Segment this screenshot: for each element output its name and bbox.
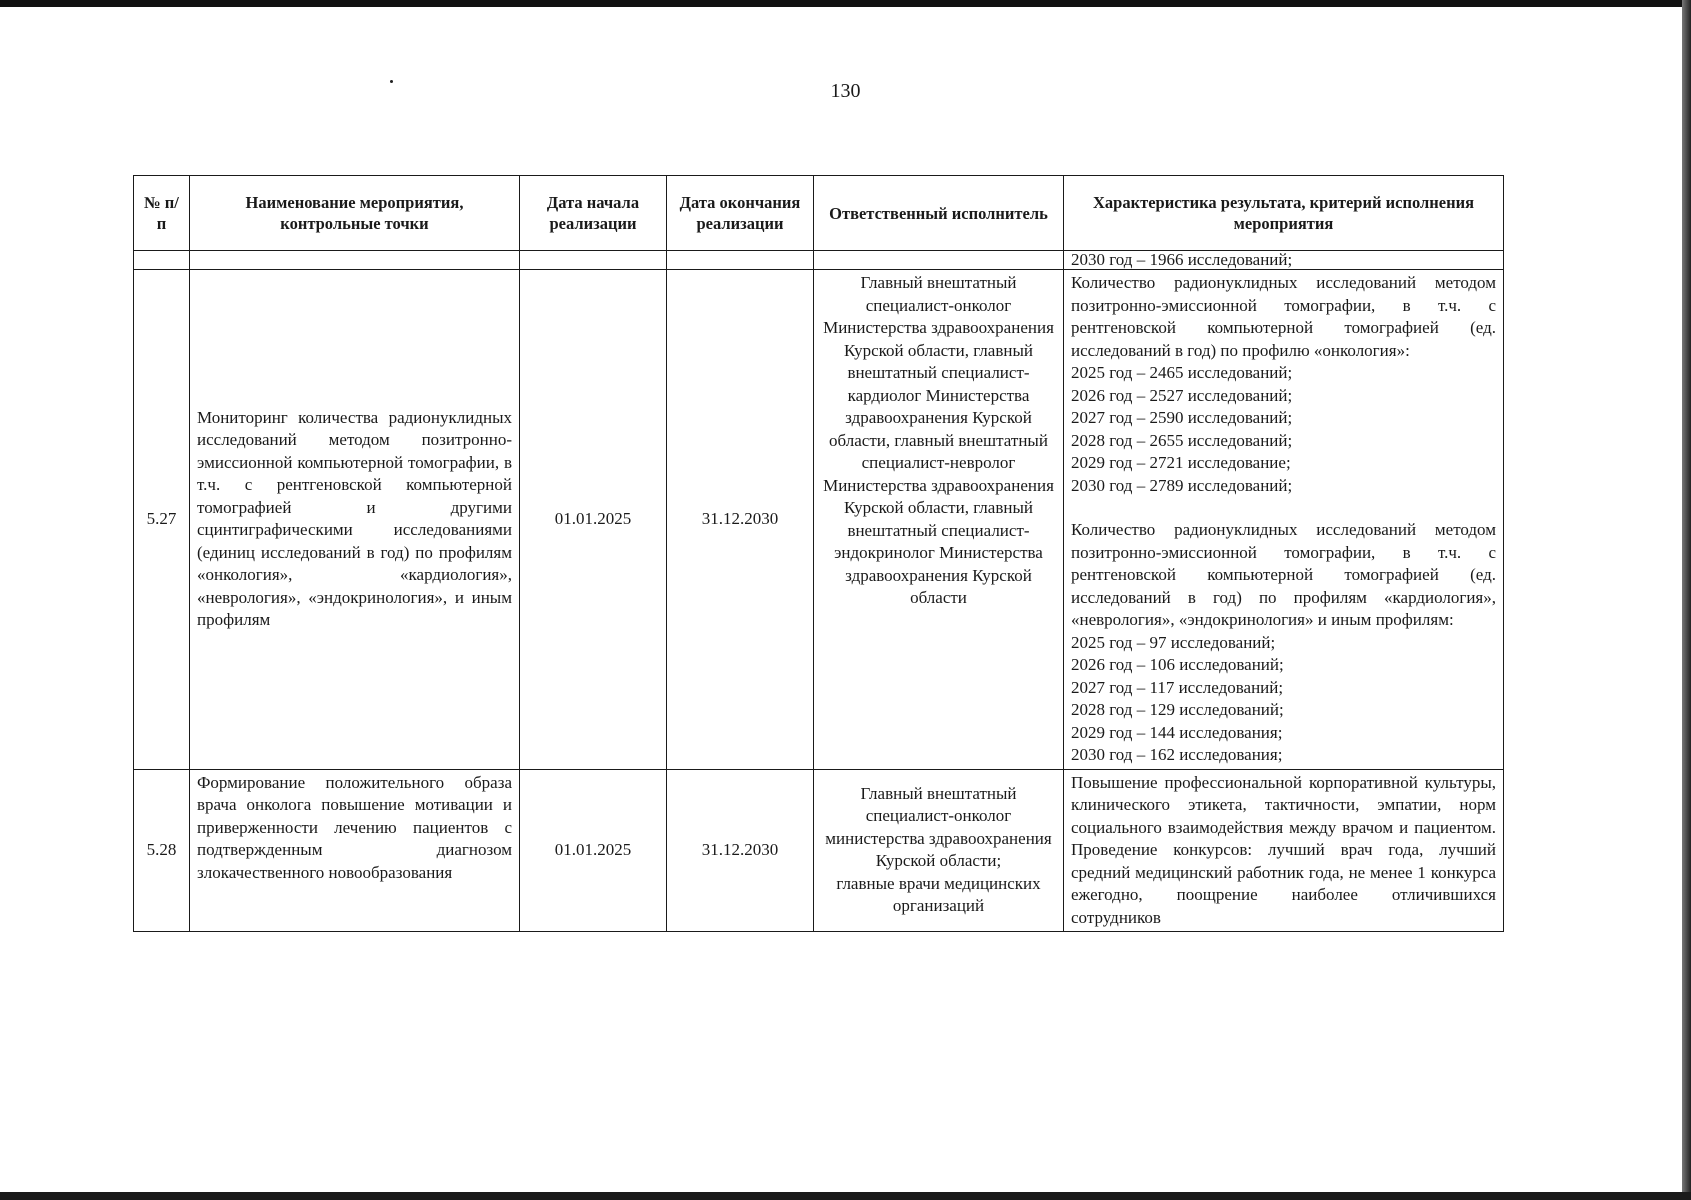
row-end-date: 31.12.2030 [667, 270, 814, 770]
table-row-continuation [134, 251, 1504, 270]
header-end-date: Дата окончания реализации [667, 176, 814, 251]
table-row [134, 270, 1504, 770]
scan-edge-top [0, 0, 1691, 7]
row-responsible [814, 769, 1064, 932]
header-result: Характеристика результата, критерий исполнения мероприятия [1064, 176, 1504, 251]
result-year-line: 2028 год – 2655 исследований; [1071, 430, 1293, 450]
row-num: 5.28 [134, 769, 190, 932]
cont-start-cell [520, 251, 667, 270]
row-start-date: 01.01.2025 [520, 769, 667, 932]
table-row [134, 769, 1504, 932]
scan-edge-right [1682, 0, 1691, 1200]
table-header-row [134, 176, 1504, 251]
responsible-oncologist: Главный внештатный специалист-онколог министерства здравоохранения Курской области; [825, 783, 1052, 871]
result-year-line: 2028 год – 129 исследований; [1071, 700, 1284, 719]
result-year-line: 2025 год – 2465 исследований; [1071, 363, 1293, 382]
row-responsible: Главный внештатный специалист-онколог Министерства здравоохранения Курской области, главный внештатный специалист-кардиолог Министерства здравоохранения Курской области, главный внештатный специалист-невролог Министерства здравоохранения Курской области, главный внештатный специалист-эндокринолог Министерства здравоохранения Курской области [814, 270, 1064, 770]
cont-end-cell [667, 251, 814, 270]
result-intro-oncology: Количество радионуклидных исследований методом позитронно-эмиссионной томографии, в т.ч. с рентгеновской компьютерной томографией (ед. исследований в год) по профилю «онкология»: [1071, 273, 1496, 360]
result-year-line: 2025 год – 97 исследований; [1071, 632, 1276, 652]
cont-result-cell: 2030 год – 1966 исследований; [1064, 251, 1504, 270]
result-year-line: 2030 год – 162 исследования; [1071, 745, 1283, 764]
result-year-line: 2030 год – 2789 исследований; [1071, 475, 1293, 495]
result-intro-other-profiles: Количество радионуклидных исследований методом позитронно-эмиссионной томографии, в т.ч. с рентгеновской компьютерной томографией (ед. исследований в год) по профилям «кардиология», «неврология», «эндокринология» и иным профилям: [1071, 520, 1496, 629]
row-end-date: 31.12.2030 [667, 769, 814, 932]
result-gap [1071, 497, 1496, 519]
measures-table [133, 175, 1504, 932]
responsible-chief-doctors: главные врачи медицинских организаций [836, 873, 1041, 916]
header-num: № п/п [134, 176, 190, 251]
result-year-line: 2029 год – 2721 исследование; [1071, 453, 1291, 472]
row-num: 5.27 [134, 270, 190, 770]
cont-name-cell [190, 251, 520, 270]
row-name: Мониторинг количества радионуклидных исследований методом позитронно-эмиссионной компьютерной томографии, в т.ч. с рентгеновской компьютерной томографией и другими сцинтиграфическими исследованиями (единиц исследований в год) по профилям «онкология», «кардиология», «неврология», «эндокринология», и иным профилям [190, 270, 520, 770]
result-year-line: 2026 год – 2527 исследований; [1071, 385, 1293, 405]
result-year-line: 2027 год – 117 исследований; [1071, 677, 1284, 697]
row-name: Формирование положительного образа врача онколога повышение мотивации и приверженности лечению пациентов с подтвержденным диагнозом злокачественного новообразования [190, 769, 520, 932]
scan-edge-bottom [0, 1192, 1691, 1200]
cont-num-cell [134, 251, 190, 270]
header-name: Наименование мероприятия, контрольные точки [190, 176, 520, 251]
cont-responsible-cell [814, 251, 1064, 270]
row-result: Повышение профессиональной корпоративной культуры, клинического этикета, тактичности, эмпатии, норм социального взаимодействия между врачом и пациентом. Проведение конкурсов: лучший врач года, лучший средний медицинский работник года, не менее 1 конкурса ежегодно, поощрение наиболее отличившихся сотрудников [1064, 769, 1504, 932]
page-number: 130 [830, 80, 861, 102]
row-start-date: 01.01.2025 [520, 270, 667, 770]
result-year-line: 2026 год – 106 исследований; [1071, 655, 1284, 674]
row-result [1064, 270, 1504, 770]
result-year-line: 2027 год – 2590 исследований; [1071, 408, 1293, 427]
result-year-line: 2029 год – 144 исследования; [1071, 722, 1283, 742]
header-start-date: Дата начала реализации [520, 176, 667, 251]
header-responsible: Ответственный исполнитель [814, 176, 1064, 251]
